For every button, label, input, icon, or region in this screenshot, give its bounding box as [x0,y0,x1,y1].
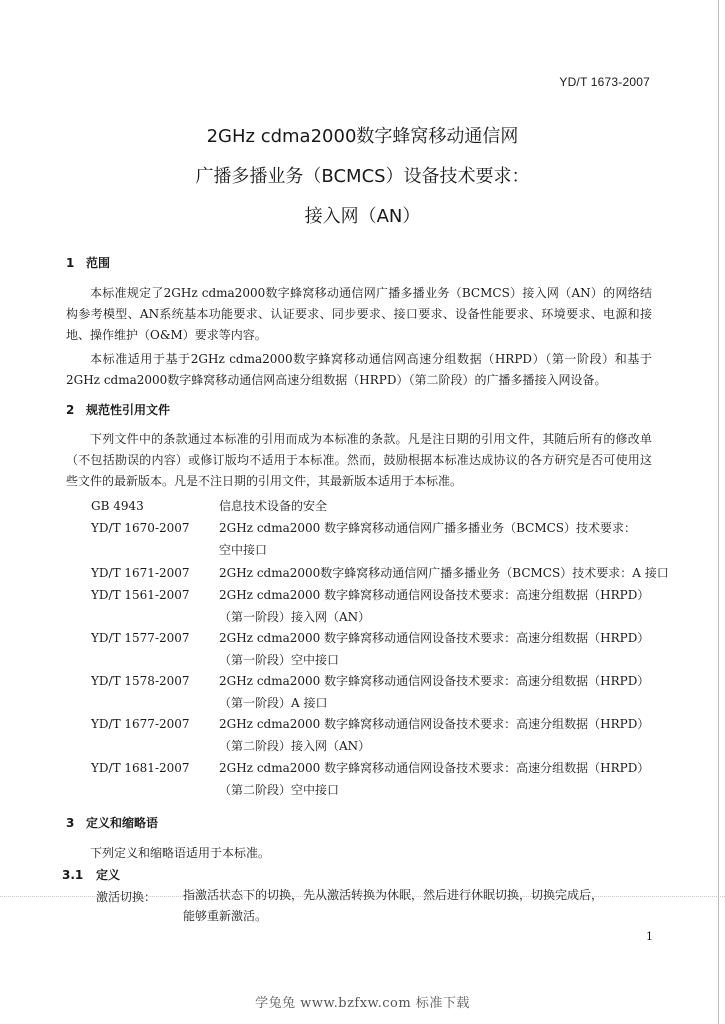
subsection-3-1-heading [62,866,120,883]
reference-title: 信息技术设备的安全 [219,499,328,513]
watermark-text: 学兔兔 www.bzfxw.com 标准下载 [255,996,470,1011]
reference-code: GB 4943 [91,499,144,513]
title-line-1: 2GHz cdma2000数字蜂窝移动通信网 [206,126,519,147]
reference-code: YD/T 1561-2007 [91,588,190,602]
reference-title: 2GHz cdma2000 数字蜂窝移动通信网设备技术要求：高速分组数据（HRPD） [219,717,650,731]
section-2-paragraph: 下列文件中的条款通过本标准的引用而成为本标准的条款。凡是注日期的引用文件，其随后所有的修改单（不包括勘误的内容）或修订版均不适用于本标准。然而，鼓励根据本标准达成协议的各方研究是否可使用这些文件的最新版本。凡是不注日期的引用文件，其最新版本适用于本标准。 [66,432,652,488]
reference-code: YD/T 1577-2007 [91,631,190,645]
reference-title: 2GHz cdma2000 数字蜂窝移动通信网设备技术要求：高速分组数据（HRPD） [219,588,650,602]
title-line-2: 广播多播业务（BCMCS）设备技术要求： [195,166,530,187]
section-number: 3 [66,816,75,830]
section-title: 范围 [86,256,111,270]
reference-title-continued: （第一阶段）空中接口 [219,653,340,667]
reference-code: YD/T 1671-2007 [91,566,190,580]
definition-term: 激活切换： [96,890,157,904]
reference-code: YD/T 1681-2007 [91,761,190,775]
reference-title-continued: （第一阶段）接入网（AN） [219,610,371,624]
definition-body [183,885,653,927]
definition-line-1: 指激活状态下的切换，先从激活转换为休眠，然后进行休眠切换，切换完成后， [183,888,604,902]
reference-title: 2GHz cdma2000 数字蜂窝移动通信网设备技术要求：高速分组数据（HRPD） [219,631,650,645]
reference-title: 2GHz cdma2000数字蜂窝移动通信网广播多播业务（BCMCS）技术要求：A 接口 [219,566,669,580]
reference-title: 2GHz cdma2000 数字蜂窝移动通信网设备技术要求：高速分组数据（HRPD） [219,674,650,688]
section-title: 定义和缩略语 [86,816,159,830]
definition-line-2: 能够重新激活。 [183,909,268,923]
reference-title-continued: （第二阶段）空中接口 [219,783,340,797]
scan-edge-line [718,0,719,1024]
section-number: 1 [66,256,75,270]
section-1-heading [66,254,110,271]
section-2-heading [66,401,170,418]
reference-code: YD/T 1670-2007 [91,521,190,535]
reference-title: 2GHz cdma2000 数字蜂窝移动通信网设备技术要求：高速分组数据（HRPD） [219,761,650,775]
section-1-paragraph-2: 本标准适用于基于2GHz cdma2000数字蜂窝移动通信网高速分组数据（HRPD）（第一阶段）和基于2GHz cdma2000数字蜂窝移动通信网高速分组数据（HRPD）（第二阶段）的广播多播接入网设备。 [66,352,652,387]
subsection-title: 定义 [96,868,121,882]
reference-title-continued: （第二阶段）接入网（AN） [219,739,371,753]
section-number: 2 [66,403,75,417]
section-title: 规范性引用文件 [86,403,171,417]
standard-code: YD/T 1673-2007 [559,75,650,89]
reference-code: YD/T 1578-2007 [91,674,190,688]
section-3-heading [66,814,158,831]
section-3-paragraph: 下列定义和缩略语适用于本标准。 [90,846,271,860]
page-number: 1 [646,930,653,943]
section-1-paragraph-1: 本标准规定了2GHz cdma2000数字蜂窝移动通信网广播多播业务（BCMCS）接入网（AN）的网络结构参考模型、AN系统基本功能要求、认证要求、同步要求、接口要求、设备性能要求、环境要求、电源和接地、操作维护（O&M）要求等内容。 [66,286,652,342]
reference-title-continued: 空中接口 [219,543,268,557]
reference-code: YD/T 1677-2007 [91,717,190,731]
title-line-3: 接入网（AN） [304,206,421,227]
reference-title-continued: （第一阶段）A 接口 [219,696,328,710]
reference-title: 2GHz cdma2000 数字蜂窝移动通信网广播多播业务（BCMCS）技术要求： [219,521,637,535]
subsection-number: 3.1 [62,868,84,882]
